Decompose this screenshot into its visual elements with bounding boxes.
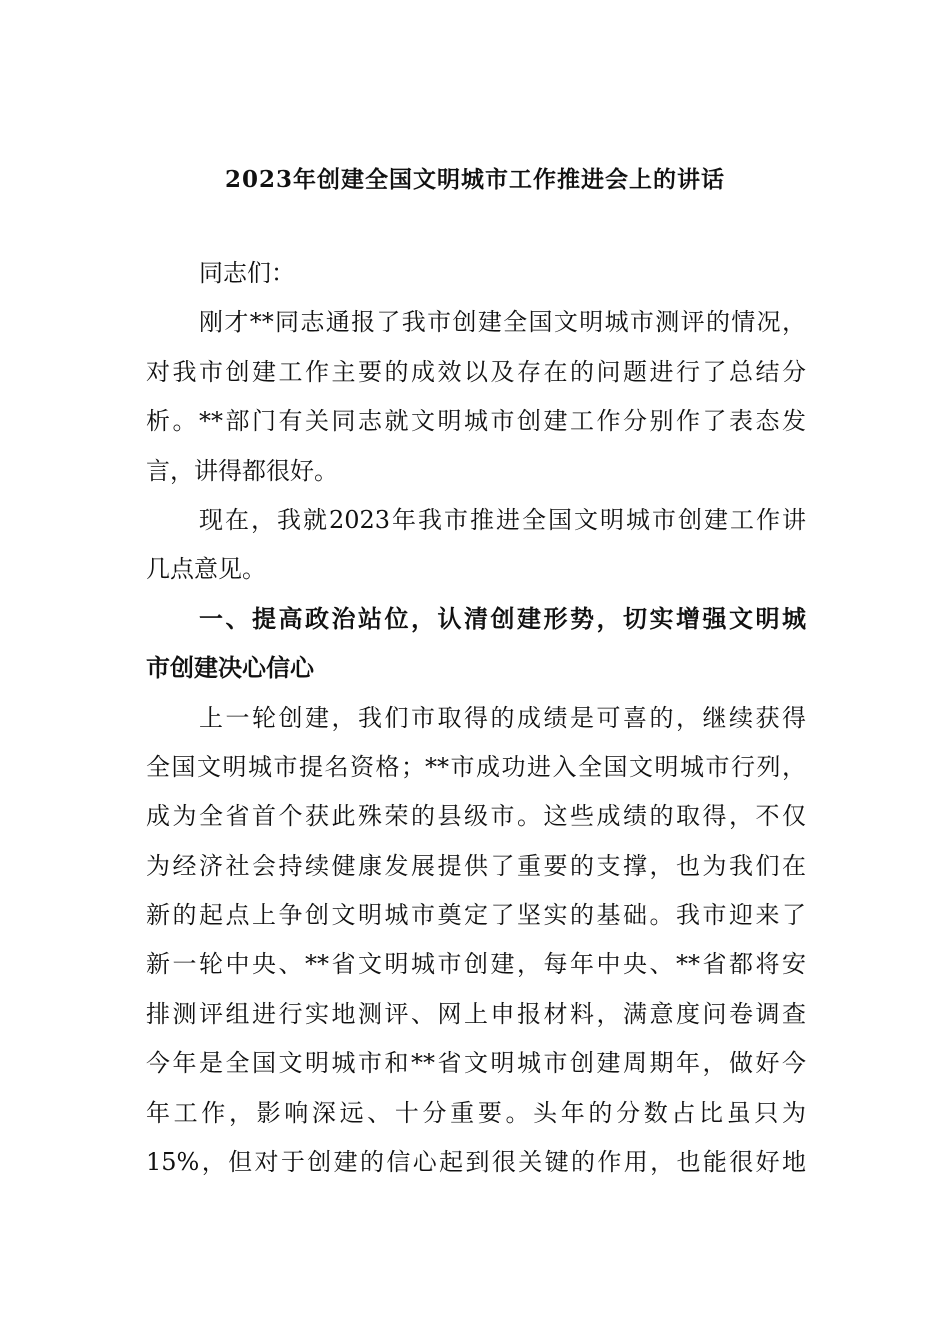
document-title: 2023年创建全国文明城市工作推进会上的讲话 [224, 166, 725, 193]
section-heading-line: 市创建决心信心 [146, 654, 314, 683]
paragraph-line: 今年是全国文明城市和**省文明城市创建周期年，做好今 [146, 1049, 806, 1078]
paragraph-line: 几点意见。 [146, 555, 266, 584]
paragraph-line: 上一轮创建，我们市取得的成绩是可喜的，继续获得 [199, 703, 806, 732]
salutation: 同志们： [199, 259, 295, 287]
paragraph-line: 刚才**同志通报了我市创建全国文明城市测评的情况， [199, 308, 806, 337]
paragraph-line: 15%，但对于创建的信心起到很关键的作用，也能很好地 [146, 1148, 806, 1177]
paragraph-line: 新一轮中央、**省文明城市创建，每年中央、**省都将安 [146, 950, 806, 979]
paragraph-line: 排测评组进行实地测评、网上申报材料，满意度问卷调查 [146, 999, 806, 1028]
paragraph-line: 为经济社会持续健康发展提供了重要的支撑，也为我们在 [146, 851, 806, 880]
paragraph-line: 对我市创建工作主要的成效以及存在的问题进行了总结分 [146, 357, 806, 386]
paragraph-line: 成为全省首个获此殊荣的县级市。这些成绩的取得，不仅 [146, 802, 806, 831]
paragraph-line: 年工作，影响深远、十分重要。头年的分数占比虽只为 [146, 1098, 806, 1127]
paragraph-line: 析。**部门有关同志就文明城市创建工作分别作了表态发 [146, 407, 806, 436]
paragraph-line: 全国文明城市提名资格；**市成功进入全国文明城市行列， [146, 752, 806, 781]
paragraph-line: 现在，我就2023年我市推进全国文明城市创建工作讲 [199, 505, 806, 534]
paragraph-line: 言，讲得都很好。 [146, 456, 338, 485]
section-heading-line: 一、提高政治站位，认清创建形势，切实增强文明城 [199, 604, 806, 633]
document-body [146, 249, 806, 1187]
paragraph-line: 新的起点上争创文明城市奠定了坚实的基础。我市迎来了 [146, 901, 806, 930]
